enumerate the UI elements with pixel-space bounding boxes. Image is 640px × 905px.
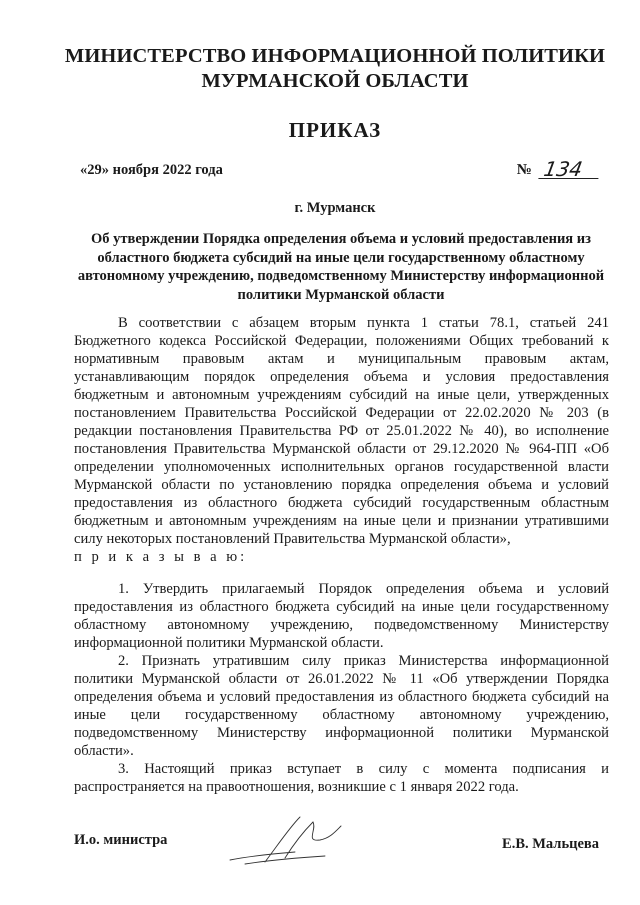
- document-body: [74, 314, 609, 796]
- order-date: «29» ноября 2022 года: [80, 162, 223, 178]
- handwritten-signature: [225, 812, 345, 872]
- order-item-2: 2. Признать утратившим силу приказ Министерства информационной политики Мурманской области от 26.01.2022 № 11 «Об утверждении Порядка определения объема и условий предоставления из областного бюджета субсидий на иные цели государственному областному автономному учреждению, подведомственному Министерству информационной политики Мурманской области».: [74, 653, 609, 759]
- ministry-title-line2: МУРМАНСКОЙ ОБЛАСТИ: [201, 70, 469, 92]
- order-subject: Об утверждении Порядка определения объема и условий предоставления из областного бюджета субсидий на иные цели государственному областному автономному учреждению, подведомственному Министерству информационной политики Мурманской области: [77, 231, 605, 303]
- ministry-header: [40, 44, 630, 94]
- ministry-title-line1: МИНИСТЕРСТВО ИНФОРМАЦИОННОЙ ПОЛИТИКИ: [64, 45, 606, 67]
- handwritten-number: 134: [538, 160, 602, 179]
- signatory-role: И.о. министра: [74, 832, 168, 848]
- date-number-row: [80, 157, 600, 184]
- order-number: [516, 157, 600, 181]
- signatory-name: Е.В. Мальцева: [502, 836, 599, 852]
- order-word: п р и к а з ы в а ю:: [74, 549, 248, 565]
- order-item-3: 3. Настоящий приказ вступает в силу с момента подписания и распространяется на правоотношения, возникшие с 1 января 2022 года.: [74, 761, 609, 795]
- preamble-paragraph: В соответствии с абзацем вторым пункта 1 статьи 78.1, статьей 241 Бюджетного кодекса Российской Федерации, положениями Общих требований к нормативным правовым актам и муниципальным правовым актам, устанавливающим порядок определения объема и условия предоставления бюджетным и автономным учреждениям субсидий на иные цели, утвержденных постановлением Правительства Российской Федерации от 22.02.2020 № 203 (в редакции постановления Правительства РФ от 25.01.2022 № 40), во исполнение постановления Правительства Мурманской области от 29.12.2020 № 964-ПП «Об определении уполномоченных исполнительных органов государственной власти Мурманской области по установлению порядка определения объема и условий предоставления из областного бюджета субсидий государственным областным бюджетным и автономным учреждениям на иные цели и признании утратившими силу некоторых постановлений Правительства Мурманской области»,: [74, 315, 609, 547]
- order-item-1: 1. Утвердить прилагаемый Порядок определения объема и условий предоставления из областного бюджета субсидий на иные цели государственному областному автономному учреждению, подведомственному Министерству информационной политики Мурманской области.: [74, 581, 609, 651]
- document-type-title: ПРИКАЗ: [288, 118, 382, 142]
- number-sign: №: [516, 162, 532, 178]
- city: г. Мурманск: [294, 200, 376, 216]
